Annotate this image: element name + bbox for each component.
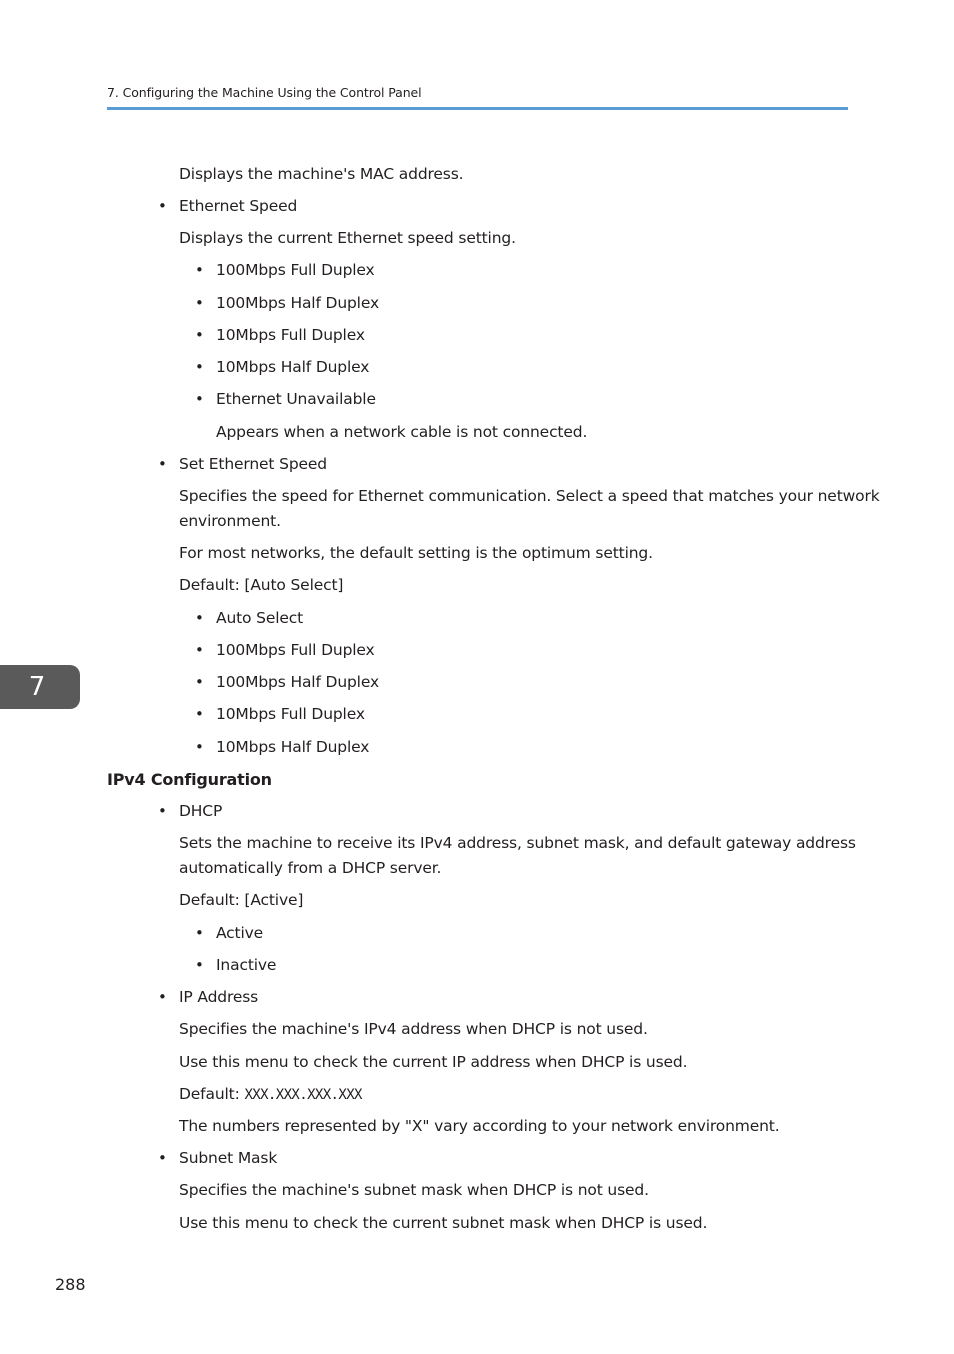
bullet-set-speed-option: • [195,609,204,627]
bullet-set-speed-option: • [195,705,204,723]
ip-address-numbers-note: The numbers represented by "X" vary according to your network environment. [179,1117,780,1135]
page-number: 288 [55,1275,86,1294]
ethernet-speed-option: 100Mbps Full Duplex [216,261,375,279]
bullet-ethernet-speed-option: • [195,294,204,312]
set-ethernet-speed-description: Specifies the speed for Ethernet communication. Select a speed that matches your network [179,487,880,505]
ip-address-default-label: Default: [179,1085,245,1103]
ip-address-title: IP Address [179,988,259,1006]
bullet-set-speed-option: • [195,641,204,659]
set-ethernet-speed-description-cont: environment. [179,512,281,530]
set-speed-option: 100Mbps Full Duplex [216,641,375,659]
bullet-ip-address: • [158,988,167,1006]
bullet-set-speed-option: • [195,673,204,691]
ipv4-configuration-heading: IPv4 Configuration [107,770,272,789]
ethernet-speed-option: 100Mbps Half Duplex [216,294,379,312]
set-speed-option: 100Mbps Half Duplex [216,673,379,691]
set-speed-option: 10Mbps Half Duplex [216,738,370,756]
ip-address-default-value: XXX.XXX.XXX.XXX [244,1087,362,1103]
bullet-subnet-mask: • [158,1149,167,1167]
set-ethernet-speed-default: Default: [Auto Select] [179,576,344,594]
set-speed-option: Auto Select [216,609,304,627]
bullet-dhcp-option: • [195,924,204,942]
header-rule [107,107,848,110]
dhcp-title: DHCP [179,802,223,820]
bullet-ethernet-speed-option: • [195,390,204,408]
bullet-dhcp: • [158,802,167,820]
ethernet-unavailable-note: Appears when a network cable is not connected. [216,423,588,441]
running-header: 7. Configuring the Machine Using the Control Panel [107,85,422,100]
dhcp-option-inactive: Inactive [216,956,277,974]
set-ethernet-speed-note: For most networks, the default setting is the optimum setting. [179,544,653,562]
set-speed-option: 10Mbps Full Duplex [216,705,365,723]
bullet-ethernet-speed-option: • [195,326,204,344]
set-ethernet-speed-title: Set Ethernet Speed [179,455,327,473]
ip-address-description: Specifies the machine's IPv4 address when DHCP is not used. [179,1020,648,1038]
bullet-set-ethernet-speed: • [158,455,167,473]
ethernet-speed-option: 10Mbps Half Duplex [216,358,370,376]
ethernet-speed-description: Displays the current Ethernet speed setting. [179,229,516,247]
bullet-ethernet-speed-option: • [195,261,204,279]
ip-address-note: Use this menu to check the current IP address when DHCP is used. [179,1053,688,1071]
bullet-ethernet-speed-option: • [195,358,204,376]
mac-address-description: Displays the machine's MAC address. [179,165,464,183]
chapter-tab: 7 [0,665,80,709]
dhcp-option-active: Active [216,924,264,942]
bullet-set-speed-option: • [195,738,204,756]
subnet-mask-description: Specifies the machine's subnet mask when DHCP is not used. [179,1181,649,1199]
ip-address-default [179,1082,362,1108]
dhcp-default: Default: [Active] [179,891,304,909]
subnet-mask-title: Subnet Mask [179,1149,278,1167]
ethernet-speed-title: Ethernet Speed [179,197,298,215]
ethernet-speed-option: Ethernet Unavailable [216,390,376,408]
subnet-mask-note: Use this menu to check the current subnet mask when DHCP is used. [179,1214,708,1232]
dhcp-description-cont: automatically from a DHCP server. [179,859,442,877]
bullet-ethernet-speed: • [158,197,167,215]
bullet-dhcp-option: • [195,956,204,974]
ethernet-speed-option: 10Mbps Full Duplex [216,326,365,344]
dhcp-description: Sets the machine to receive its IPv4 address, subnet mask, and default gateway address [179,834,856,852]
